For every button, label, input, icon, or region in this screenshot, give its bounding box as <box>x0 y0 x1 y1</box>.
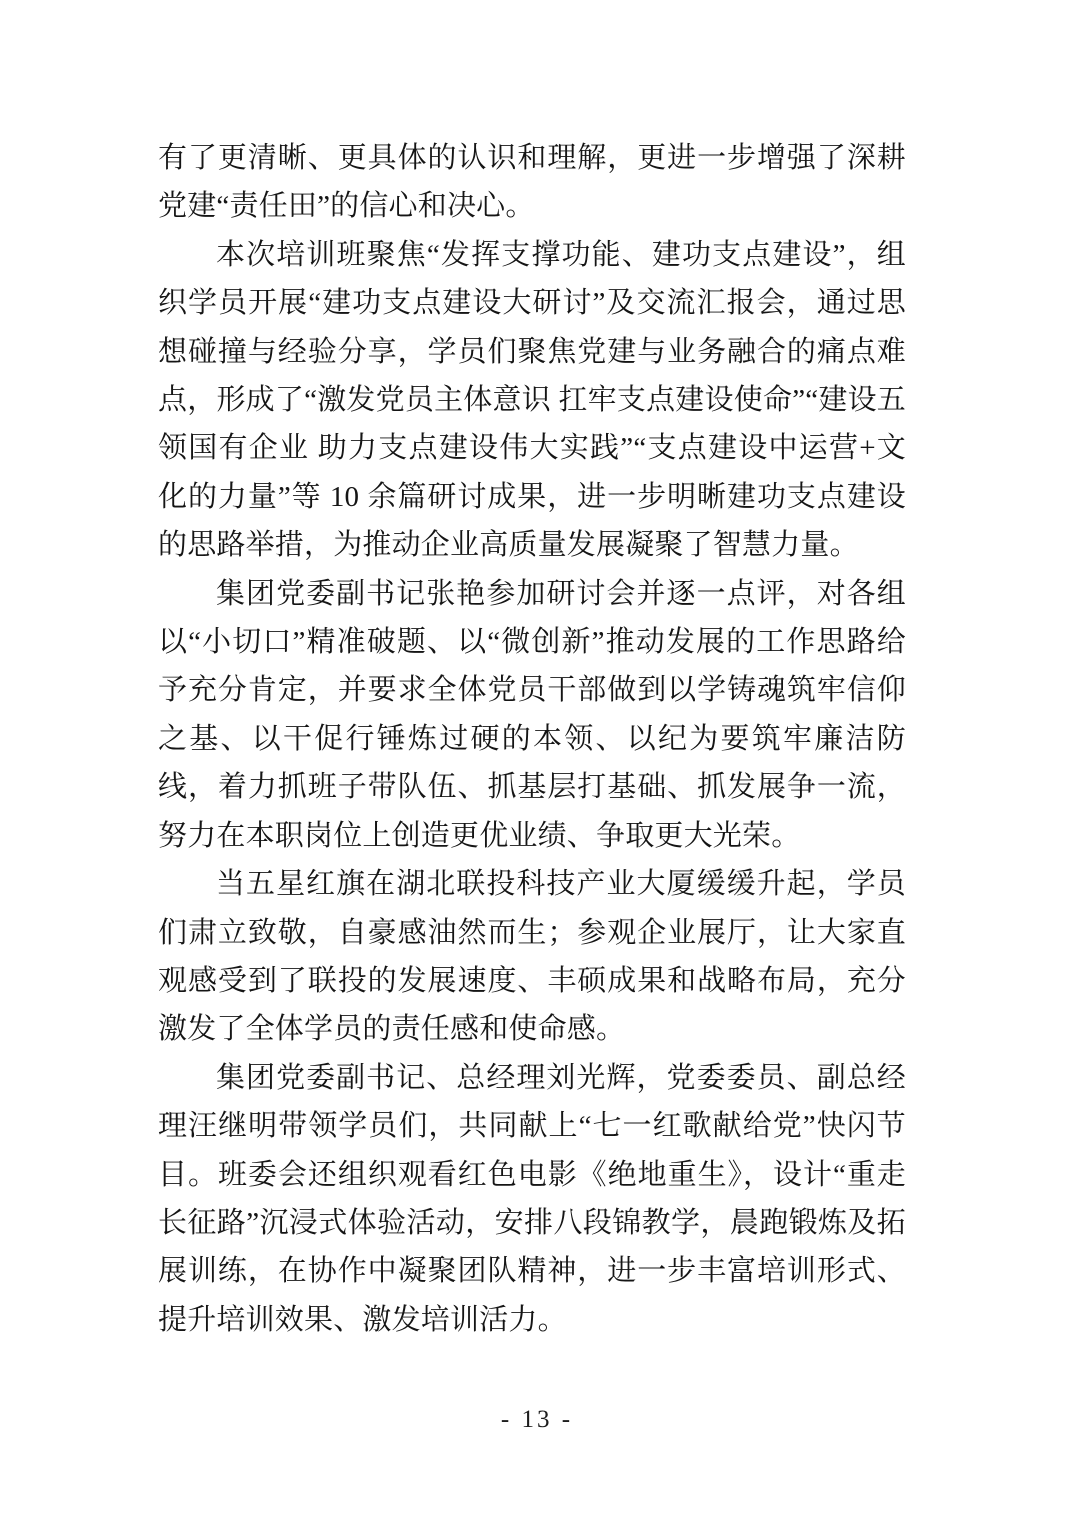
document-body <box>158 134 906 1344</box>
paragraph-continuation: 有了更清晰、更具体的认识和理解，更进一步增强了深耕党建“责任田”的信心和决心。 <box>158 142 906 223</box>
paragraph-activities: 集团党委副书记、总经理刘光辉，党委委员、副总经理汪继明带领学员们，共同献上“七一红歌献给党”快闪节目。班委会还组织观看红色电影《绝地重生》，设计“重走长征路”沉浸式体验活动，安排八段锦教学，晨跑锻炼及拓展训练，在协作中凝聚团队精神，进一步丰富培训形式、提升培训效果、激发培训活力。 <box>158 1061 906 1336</box>
page-number: - 13 - <box>500 1406 574 1433</box>
paragraph-flag-raising: 当五星红旗在湖北联投科技产业大厦缓缓升起，学员们肃立致敬，自豪感油然而生；参观企业展厅，让大家直观感受到了联投的发展速度、丰硕成果和战略布局，充分激发了全体学员的责任感和使命感。 <box>158 868 906 1046</box>
paragraph-zhangyan-review: 集团党委副书记张艳参加研讨会并逐一点评，对各组以“小切口”精准破题、以“微创新”推动发展的工作思路给予充分肯定，并要求全体党员干部做到以学铸魂筑牢信仰之基、以干促行锤炼过硬的本领、以纪为要筑牢廉洁防线，着力抓班子带队伍、抓基层打基础、抓发展争一流，努力在本职岗位上创造更优业绩、争取更大光荣。 <box>158 577 906 852</box>
paragraph-training-focus: 本次培训班聚焦“发挥支撑功能、建功支点建设”，组织学员开展“建功支点建设大研讨”及交流汇报会，通过思想碰撞与经验分享，学员们聚焦党建与业务融合的痛点难点，形成了“激发党员主体意识 扛牢支点建设使命”“建设五领国有企业 助力支点建设伟大实践”“支点建设中运营+文化的力量”等 10 余篇研讨成果，进一步明晰建功支点建设的思路举措，为推动企业高质量发展凝聚了智慧力量。 <box>158 238 906 562</box>
